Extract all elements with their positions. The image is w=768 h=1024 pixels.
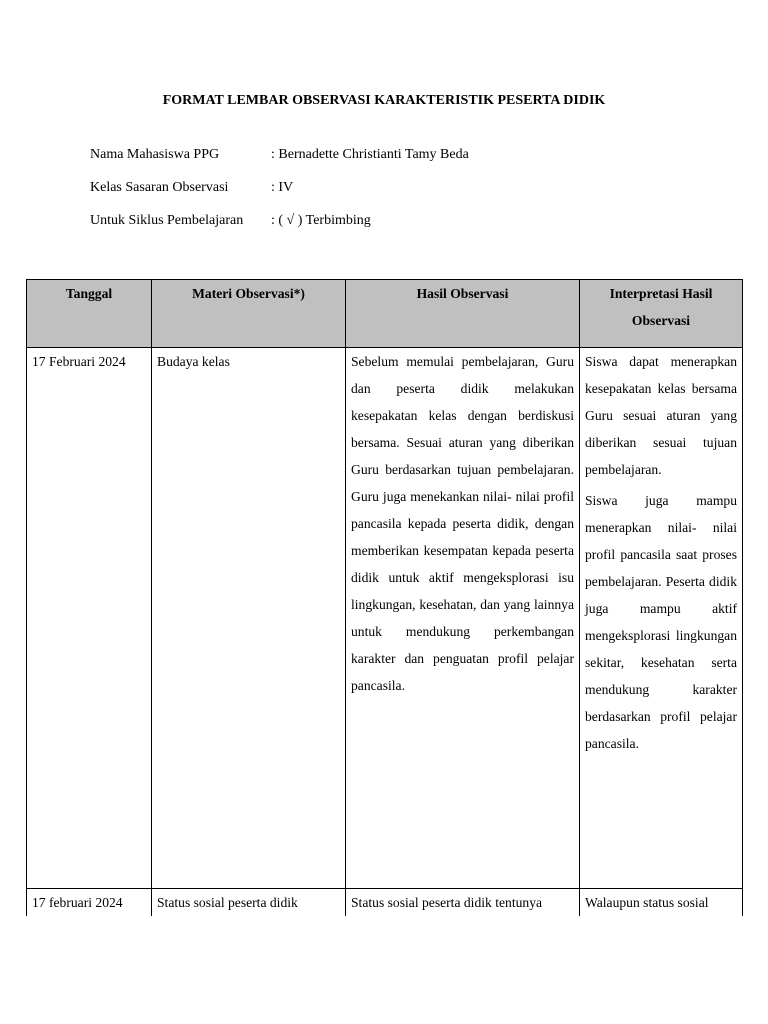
meta-student-name — [90, 147, 469, 163]
cell-materi: Status sosial peserta didik — [152, 889, 346, 920]
page-bottom-margin — [0, 916, 768, 1024]
meta-value: : ( √ ) Terbimbing — [271, 213, 371, 228]
meta-value: : IV — [271, 180, 294, 195]
meta-learning-cycle — [90, 213, 371, 229]
cell-tanggal: 17 februari 2024 — [27, 889, 152, 920]
meta-value: : Bernadette Christianti Tamy Beda — [271, 147, 469, 162]
cell-interpretasi: Walaupun status sosial — [580, 889, 743, 920]
meta-target-class — [90, 180, 293, 196]
meta-label: Nama Mahasiswa PPG — [90, 147, 220, 162]
cell-hasil: Sebelum memulai pembelajaran, Guru dan peserta didik melakukan kesepakatan kelas dengan berdiskusi bersama. Sesuai aturan yang diberikan Guru berdasarkan tujuan pembelajaran. Guru juga menekankan nilai- nilai profil pancasila kepada peserta didik, dengan memberikan kesempatan kepada peserta didik untuk aktif mengeksplorasi isu lingkungan, kesehatan, dan yang lainnya untuk mendukung perkembangan karakter dan penguatan profil pelajar pancasila. — [346, 348, 580, 889]
meta-label: Kelas Sasaran Observasi — [90, 180, 229, 195]
table-header-row — [27, 280, 743, 348]
header-tanggal: Tanggal — [27, 280, 152, 348]
table-row — [27, 889, 743, 920]
header-materi: Materi Observasi*) — [152, 280, 346, 348]
cell-interpretasi — [580, 348, 743, 889]
interpretasi-paragraph-1: Siswa dapat menerapkan kesepakatan kelas bersama Guru sesuai aturan yang diberikan sesuai tujuan pembelajaran. — [585, 354, 737, 477]
cell-materi: Budaya kelas — [152, 348, 346, 889]
header-interpretasi: Interpretasi Hasil Observasi — [580, 280, 743, 348]
cell-tanggal: 17 Februari 2024 — [27, 348, 152, 889]
interpretasi-paragraph-2: Siswa juga mampu menerapkan nilai- nilai profil pancasila saat proses pembelajaran. Peserta didik juga mampu aktif mengeksplorasi lingkungan sekitar, kesehatan serta mendukung karakter berdasarkan profil pelajar pancasila. — [585, 493, 737, 751]
header-hasil: Hasil Observasi — [346, 280, 580, 348]
table-row — [27, 348, 743, 889]
document-title: FORMAT LEMBAR OBSERVASI KARAKTERISTIK PESERTA DIDIK — [162, 93, 606, 108]
meta-label: Untuk Siklus Pembelajaran — [90, 213, 244, 228]
cell-hasil: Status sosial peserta didik tentunya — [346, 889, 580, 920]
observation-table — [26, 279, 743, 920]
